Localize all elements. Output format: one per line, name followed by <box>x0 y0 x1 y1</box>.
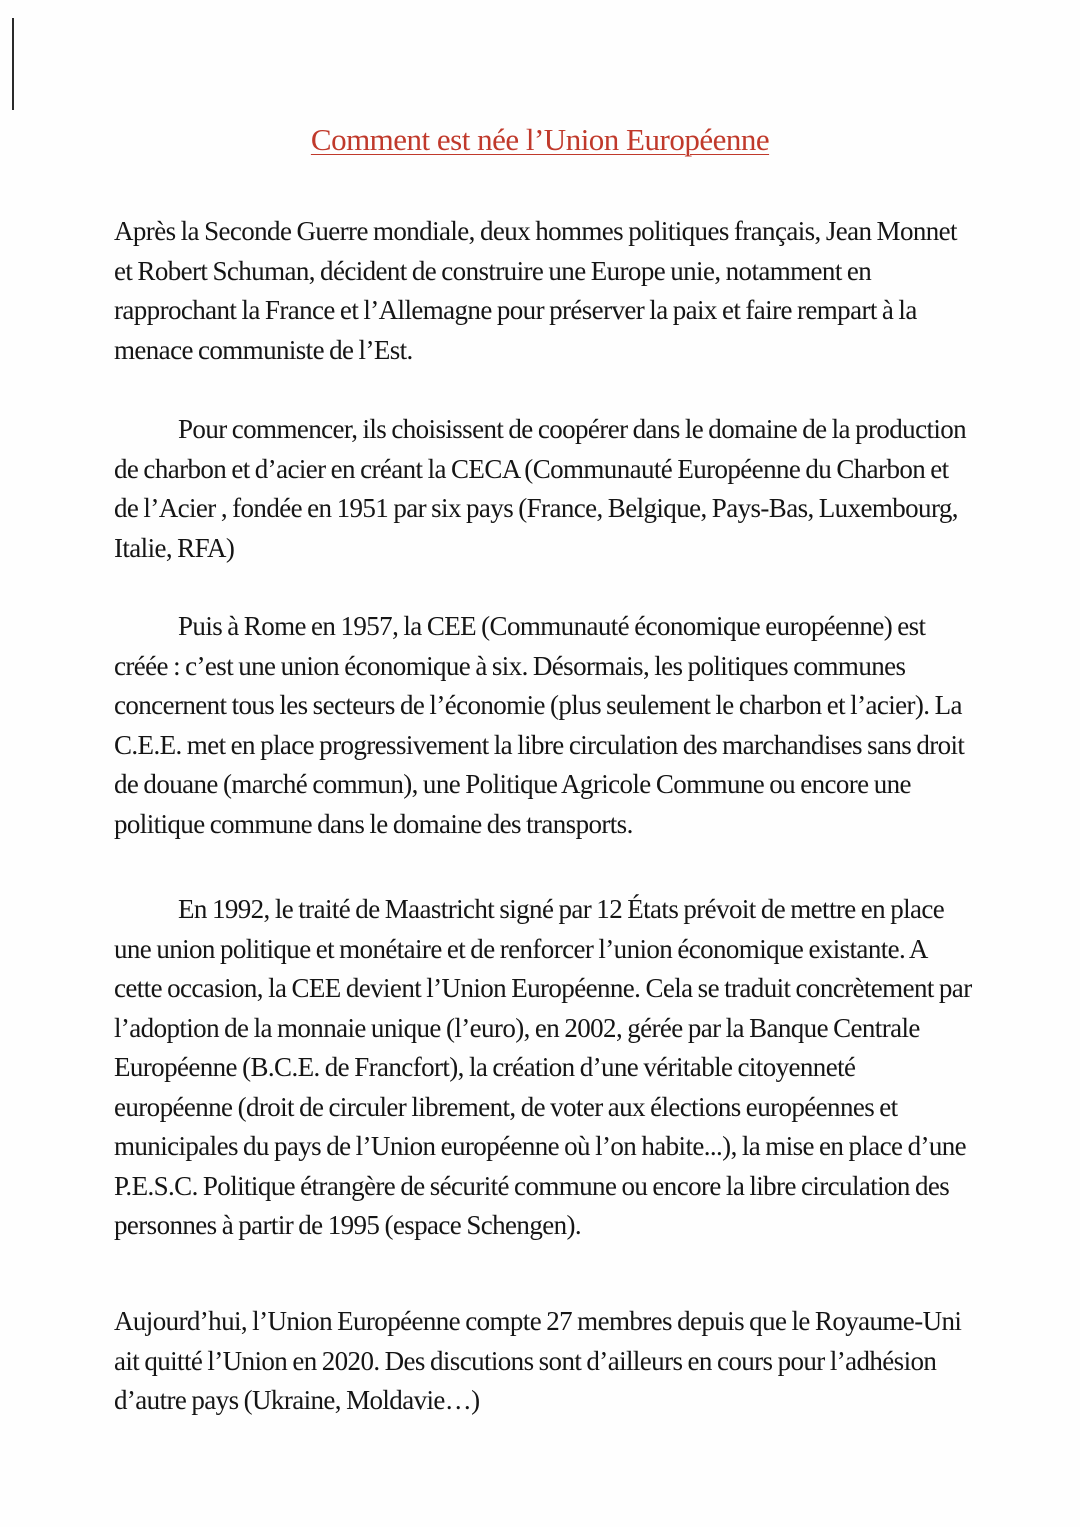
paragraph-ceca: Pour commencer, ils choisissent de coopérer dans le domaine de la production de charbon et d’acier en créant la CECA (Communauté Européenne du Charbon et de l’Acier , fondée en 1951 par six pays (France, Belgique, Pays-Bas, Luxembourg, Italie, RFA) <box>114 414 967 563</box>
paragraph-maastricht: En 1992, le traité de Maastricht signé par 12 États prévoit de mettre en place une union politique et monétaire et de renforcer l’union économique existante. A cette occasion, la CEE devient l’Union Européenne. Cela se traduit concrètement par l’adoption de la monnaie unique (l’euro), en 2002, gérée par la Banque Centrale Européenne (B.C.E. de Francfort), la création d’une véritable citoyenneté européenne (droit de circuler librement, de voter aux élections européennes et municipales du pays de l’Union européenne où l’on habite...), la mise en place d’une P.E.S.C. Politique étrangère de sécurité commune ou encore la libre circulation des personnes à partir de 1995 (espace Schengen). <box>114 894 972 1240</box>
paragraph-origins: Après la Seconde Guerre mondiale, deux hommes politiques français, Jean Monnet et Robert Schuman, décident de construire une Europe unie, notamment en rapprochant la France et l’Allemagne pour préserver la paix et faire rempart à la menace communiste de l’Est. <box>114 216 957 365</box>
document-title: Comment est née l’Union Européenne <box>310 122 770 157</box>
paragraph-today: Aujourd’hui, l’Union Européenne compte 27 membres depuis que le Royaume-Uni ait quitté l’Union en 2020. Des discutions sont d’ailleurs en cours pour l’adhésion d’autre pays (Ukraine, Moldavie…) <box>114 1306 962 1415</box>
paragraph-cee: Puis à Rome en 1957, la CEE (Communauté économique européenne) est créée : c’est une union économique à six. Désormais, les politiques communes concernent tous les secteurs de l’économie (plus seulement le charbon et l’acier). La C.E.E. met en place progressivement la libre circulation des marchandises sans droit de douane (marché commun), une Politique Agricole Commune ou encore une politique commune dans le domaine des transports. <box>114 611 965 839</box>
margin-mark <box>12 18 14 110</box>
